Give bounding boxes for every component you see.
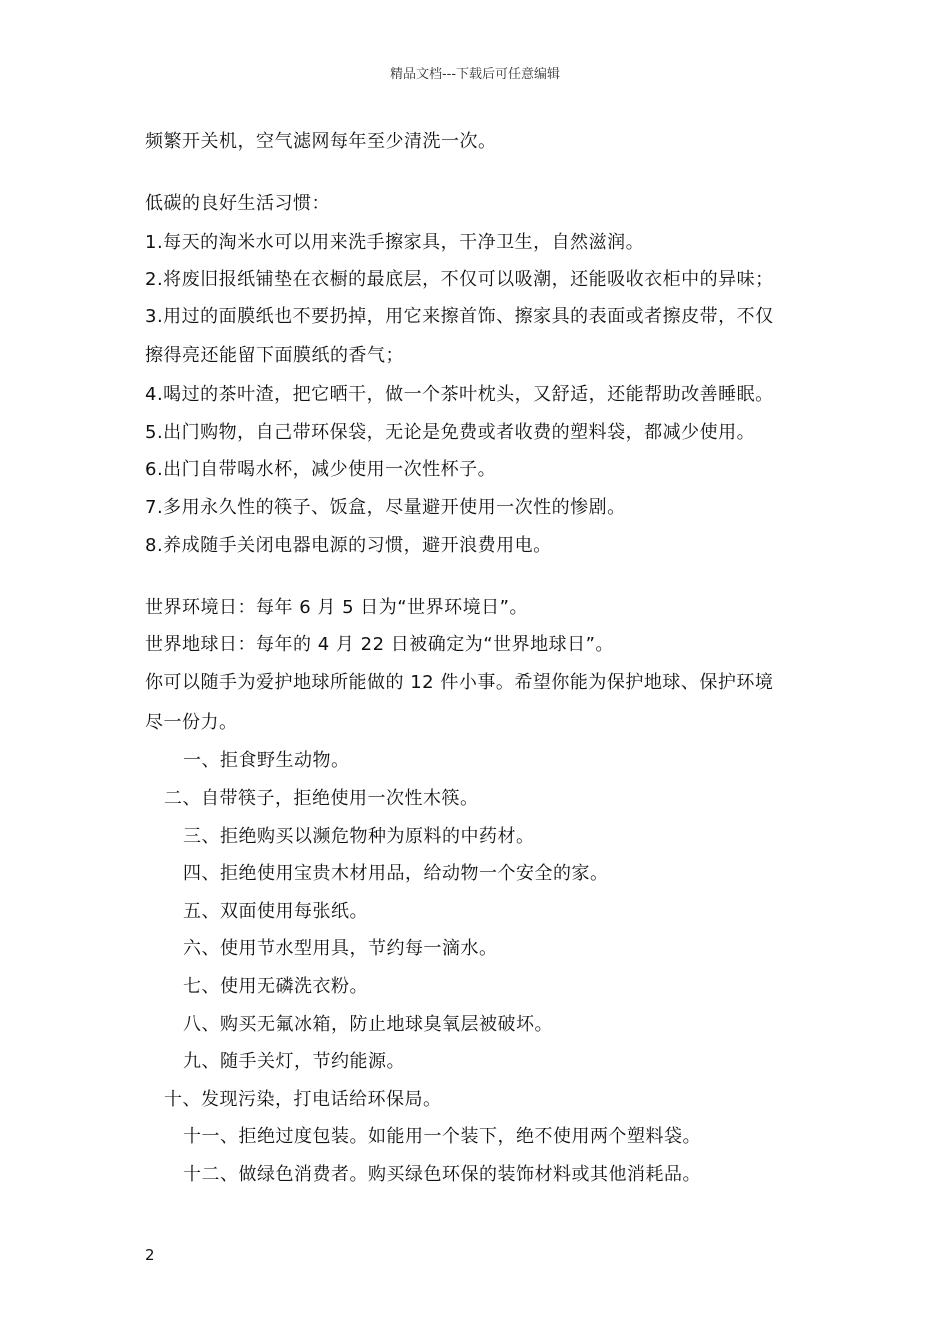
habit-item: 6.出门自带喝水杯，减少使用一次性杯子。 [145,459,497,480]
habit-item: 1.每天的淘米水可以用来洗手擦家具，干净卫生，自然滋润。 [145,232,645,253]
tip-item: 六、使用节水型用具，节约每一滴水。 [183,938,498,959]
tip-item: 二、自带筷子，拒绝使用一次性木筷。 [164,788,479,809]
habit-item: 3.用过的面膜纸也不要扔掉，用它来擦首饰、擦家具的表面或者擦皮带，不仅 [145,306,774,327]
environment-day: 世界环境日：每年 6 月 5 日为“世界环境日”。 [145,597,528,618]
habit-item: 5.出门购物，自己带环保袋，无论是免费或者收费的塑料袋，都减少使用。 [145,422,756,443]
habit-item: 2.将废旧报纸铺垫在衣橱的最底层，不仅可以吸潮，还能吸收衣柜中的异味； [145,269,774,290]
tips-intro-continued: 尽一份力。 [145,712,238,733]
earth-day: 世界地球日：每年的 4 月 22 日被确定为“世界地球日”。 [145,634,614,655]
tip-item: 九、随手关灯，节约能源。 [183,1051,405,1072]
tips-intro: 你可以随手为爱护地球所能做的 12 件小事。希望你能为保护地球、保护环境 [145,672,774,693]
tip-item: 七、使用无磷洗衣粉。 [183,976,368,997]
tip-item: 一、拒食野生动物。 [183,750,350,771]
tip-item: 五、双面使用每张纸。 [183,901,368,922]
habit-item: 7.多用永久性的筷子、饭盒，尽量避开使用一次性的惨剧。 [145,497,626,518]
tip-item: 八、购买无氟冰箱，防止地球臭氧层被破坏。 [183,1014,553,1035]
tip-item: 十、发现污染，打电话给环保局。 [164,1089,442,1110]
tip-item: 十二、做绿色消费者。购买绿色环保的装饰材料或其他消耗品。 [183,1164,701,1185]
habits-title: 低碳的良好生活习惯： [145,193,330,214]
habit-item-continued: 擦得亮还能留下面膜纸的香气； [145,345,404,366]
tip-item: 三、拒绝购买以濒危物种为原料的中药材。 [183,826,535,847]
page-number: 2 [145,1246,155,1264]
intro-line: 频繁开关机，空气滤网每年至少清洗一次。 [145,131,497,152]
habit-item: 4.喝过的茶叶渣，把它晒干，做一个茶叶枕头，又舒适，还能帮助改善睡眠。 [145,384,774,405]
habit-item: 8.养成随手关闭电器电源的习惯，避开浪费用电。 [145,535,552,556]
tip-item: 十一、拒绝过度包装。如能用一个装下，绝不使用两个塑料袋。 [183,1126,701,1147]
page-header: 精品文档---下载后可任意编辑 [389,67,561,82]
tip-item: 四、拒绝使用宝贵木材用品，给动物一个安全的家。 [183,863,609,884]
